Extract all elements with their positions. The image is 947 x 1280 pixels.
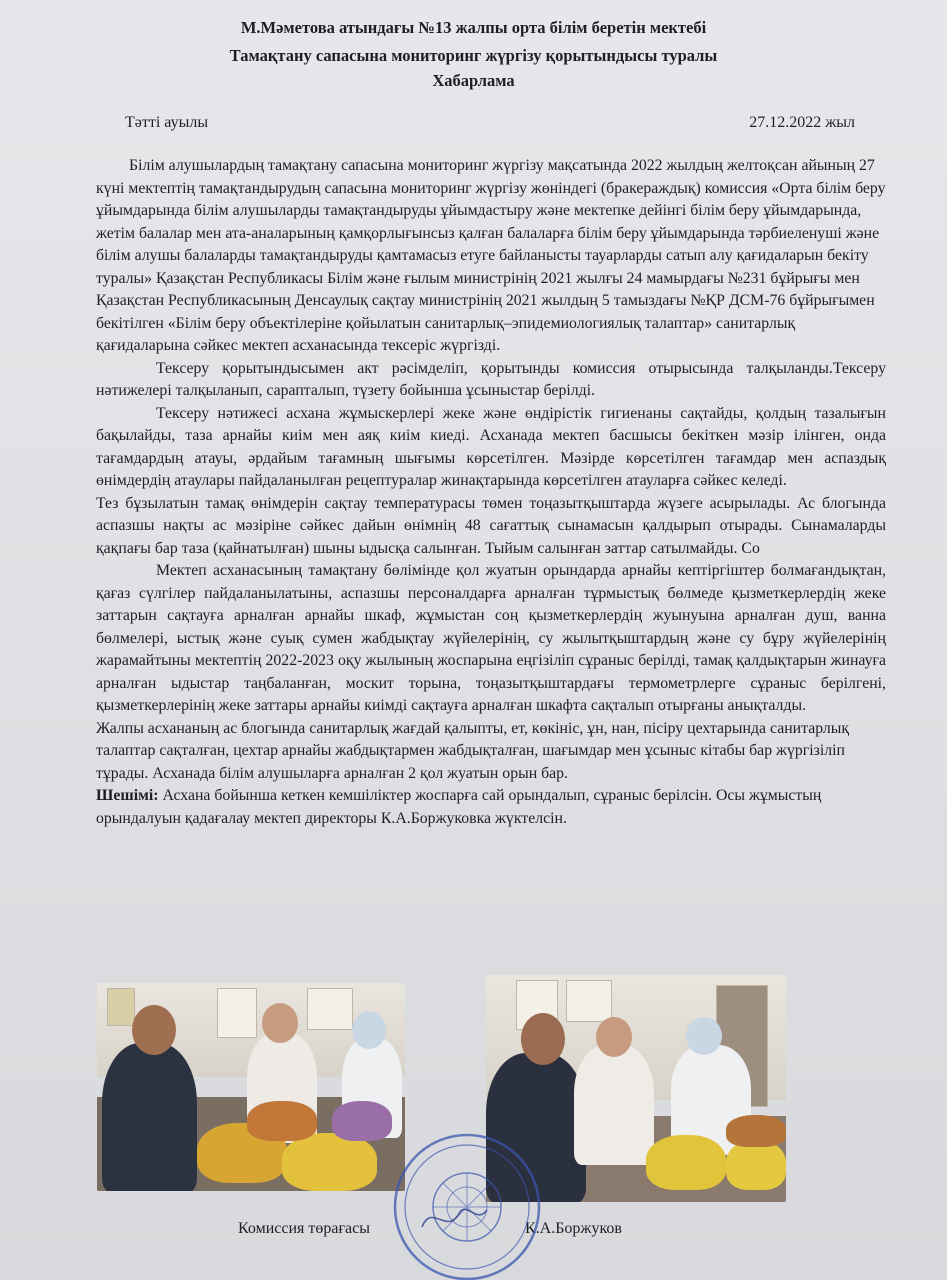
date: 27.12.2022 жыл — [749, 114, 855, 131]
report-title: Хабарлама — [432, 71, 515, 90]
signature-name: К.А.Боржуков — [525, 1220, 622, 1237]
report-subject: Тамақтану сапасына мониторинг жүргізу қорытындысы туралы — [229, 46, 718, 65]
paragraph-general: Жалпы асхананың ас блогында санитарлық жағдай қалыпты, ет, көкініс, ұн, нан, пісіру цехтарында санитарлық талаптар сақталған, цехтар арнайы жабдықтармен жабдықталған, шағымдар мен ұсыныс кітабы бар жүргізіліп тұрады. Асханада білім алушыларға арналған 2 қол жуатын орын бар. — [96, 719, 850, 782]
school-name: М.Мәметова атындағы №13 жалпы орта білім беретін мектебі — [240, 18, 707, 37]
decision-text: Асхана бойынша кеткен кемшіліктер жоспарға сай орындалып, сұраныс берілсін. Осы жұмыстың орындалуын қадағалау мектеп директоры К.А.Боржуковка жүктелсін. — [96, 787, 822, 827]
paragraph-intro: Білім алушылардың тамақтану сапасына мониторинг жүргізу мақсатында 2022 жылдың желтоқсан айының 27 күні мектептің тамақтандырудың сапасына мониторинг жүргізу жөніндегі (бракераждық) комиссия «Орта білім беру ұйымдарында білім алушыларды тамақтандыруды ұйымдастыру және мектепке дейінгі білім беру ұйымдарында, жетім балалар мен ата-аналарының қамқорлығынсыз қалған балаларға білім беру ұйымдарында тәрбиеленуші және білім алушы балаларды тамақтандыруды қамтамасыз етуге байланысты тауарларды сатып алу қағидаларын бекіту туралы» Қазақстан Республикасы Білім және ғылым министрінің 2021 жылғы 24 мамырдағы №231 бұйрығы мен Қазақстан Республикасының Денсаулық сақтау министрінің 2021 жылдың 5 тамыздағы №ҚР ДСМ-76 бұйрығымен бекітілген «Білім беру объектілеріне қойылатын санитарлық–эпидемиологиялық талаптар» санитарлық қағидаларына сәйкес мектеп асханасында тексеріс жүргізді. — [96, 157, 886, 354]
decision-label: Шешімі: — [96, 787, 159, 804]
decision — [96, 785, 886, 830]
paragraph-results: Тексеру қорытындысымен акт рәсімделіп, қорытынды комиссия отырысында талқыланды.Тексеру нәтижелері талқыланып, сарапталып, түзету бойынша ұсыныстар берілді. — [96, 359, 886, 399]
paragraph-storage: Тез бұзылатын тамақ өнімдерін сақтау температурасы төмен тоңазытқыштарда жүзеге асырылады. Ас блогында аспазшы нақты ас мәзіріне сәйкес дайын өнімнің 48 сағаттық сынамасын қалдырып отырады. Сынамаларды қақпағы бар таза (қайнатылған) шыны ыдысқа салынған. Тыйым салынған заттар сатылмайды. Со — [96, 494, 886, 557]
inspection-photo-1 — [97, 983, 405, 1191]
paragraph-hygiene: Тексеру нәтижесі асхана жұмыскерлері жеке және өндірістік гигиенаны сақтайды, қолдың тазалығын бақылайды, таза арнайы киім мен аяқ киім киеді. Асханада мектеп басшысы бекіткен мәзір ілінген, онда тағамдардың атауы, әрдайым тағамның шығымы көрсетілген. Мәзірде көрсетілген тағамдар мен аспаздық өнімдердің атаулары пайдаланылған рецептуралар жинақтарында көрсетілген атауларға сәйкес келеді. — [96, 404, 886, 489]
paragraph-deficiencies: Мектеп асханасының тамақтану бөлімінде қол жуатын орындарда арнайы кептіргіштер болмағандықтан, қағаз сүлгілер пайдаланылатыны, аспазшы персоналдарға арналған тұрмыстық бөлмеде қызметкерлердің жеке заттарын сақтауға арналған арнайы шкаф, жұмыстан соң қызметкерлердің жуынуына арналған душ, ванна бөлмелері, ыстық және суық сумен жабдықтау жүйелерінің, су жылытқыштардың және су бұру жүйелерінің жарамайтыны мектептің 2022-2023 оқу жылының жоспарына еңгізіліп сұраныс берілді, тамақ қалдықтарын жинауға арналған ыдыстар таңбаланған, москит торына, тоңазытқыштардағы термометрлерге сұраныс берілгені, қызметкерлерінің жеке заттары арнайы киімді сақтауға арналған шкафта сақталып отырғаны анықталды. — [96, 562, 886, 714]
place: Тәтті ауылы — [125, 114, 209, 131]
official-stamp — [392, 1132, 542, 1280]
report-body — [96, 155, 886, 830]
signature-role: Комиссия төрағасы — [238, 1220, 370, 1237]
